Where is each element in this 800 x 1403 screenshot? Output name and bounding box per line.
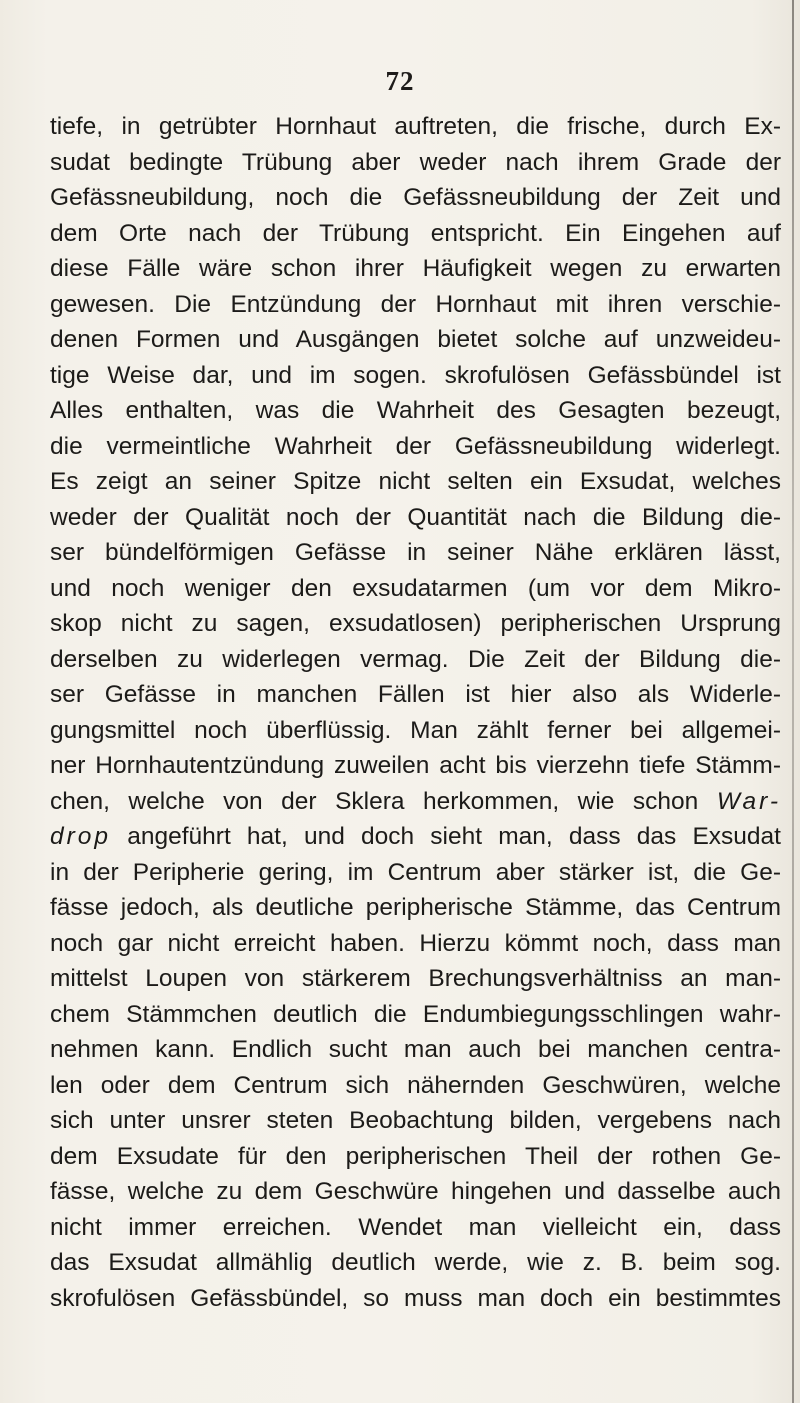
text-line: tige Weise dar, und im sogen. skrofulösen Gefässbündel ist bbox=[50, 361, 781, 389]
text-line: gungsmittel noch überflüssig. Man zählt ferner bei allgemei- bbox=[50, 716, 781, 744]
text-line: ner Hornhautentzündung zuweilen acht bis vierzehn tiefe Stämm- bbox=[50, 752, 781, 779]
text-line: denen Formen und Ausgängen bietet solche auf unzweideu- bbox=[50, 326, 781, 353]
text-line: sich unter unsrer steten Beobachtung bilden, vergebens nach bbox=[50, 1107, 781, 1134]
text-line: mittelst Loupen von stärkerem Brechungsverhältniss an man- bbox=[50, 965, 781, 992]
body-text bbox=[50, 109, 781, 1316]
text-line: das Exsudat allmählig deutlich werde, wie z. B. beim sog. bbox=[50, 1249, 781, 1276]
text-line: chem Stämmchen deutlich die Endumbiegungsschlingen wahr- bbox=[50, 1000, 781, 1028]
text-segment: chen, welche von der Sklera herkommen, wie schon bbox=[50, 787, 699, 815]
text-line: Es zeigt an seiner Spitze nicht selten ein Exsudat, welches bbox=[50, 468, 781, 495]
text-line bbox=[50, 784, 781, 820]
text-line: noch gar nicht erreicht haben. Hierzu kömmt noch, dass man bbox=[50, 929, 781, 957]
text-line: nehmen kann. Endlich sucht man auch bei manchen centra- bbox=[50, 1036, 781, 1063]
text-line: Gefässneubildung, noch die Gefässneubildung der Zeit und bbox=[50, 184, 781, 211]
text-line: dem Orte nach der Trübung entspricht. Ein Eingehen auf bbox=[50, 219, 781, 247]
text-line: fässe jedoch, als deutliche peripherische Stämme, das Centrum bbox=[50, 894, 781, 921]
text-line: len oder dem Centrum sich nähernden Geschwüren, welche bbox=[50, 1071, 781, 1099]
author-name-part: drop bbox=[50, 823, 112, 850]
text-line: weder der Qualität noch der Quantität nach die Bildung die- bbox=[50, 503, 781, 531]
text-line: skop nicht zu sagen, exsudatlosen) peripherischen Ursprung bbox=[50, 610, 781, 637]
text-line: nicht immer erreichen. Wendet man vielleicht ein, dass bbox=[50, 1213, 781, 1241]
page-number: 72 bbox=[385, 66, 415, 96]
author-name-part: War- bbox=[716, 787, 781, 815]
text-line: ser bündelförmigen Gefässe in seiner Nähe erklären lässt, bbox=[50, 539, 781, 566]
text-line: in der Peripherie gering, im Centrum aber stärker ist, die Ge- bbox=[50, 858, 781, 886]
text-line: tiefe, in getrübter Hornhaut auftreten, die frische, durch Ex- bbox=[50, 113, 781, 140]
text-line bbox=[50, 819, 781, 855]
text-line: ser Gefässe in manchen Fällen ist hier also als Widerle- bbox=[50, 681, 781, 708]
text-line: die vermeintliche Wahrheit der Gefässneubildung widerlegt. bbox=[50, 432, 781, 460]
text-line: skrofulösen Gefässbündel, so muss man doch ein bestimmtes bbox=[50, 1284, 781, 1312]
text-line: fässe, welche zu dem Geschwüre hingehen und dasselbe auch bbox=[50, 1178, 781, 1205]
text-line: dem Exsudate für den peripherischen Theil der rothen Ge- bbox=[50, 1142, 781, 1170]
text-segment: angeführt hat, und doch sieht man, dass das Exsudat bbox=[127, 823, 781, 850]
text-line: und noch weniger den exsudatarmen (um vor dem Mikro- bbox=[50, 574, 781, 602]
page-edge-shadow bbox=[792, 0, 794, 1403]
text-line: diese Fälle wäre schon ihrer Häufigkeit wegen zu erwarten bbox=[50, 255, 781, 282]
text-line: Alles enthalten, was die Wahrheit des Gesagten bezeugt, bbox=[50, 397, 781, 424]
text-line: sudat bedingte Trübung aber weder nach ihrem Grade der bbox=[50, 148, 781, 176]
text-line: derselben zu widerlegen vermag. Die Zeit der Bildung die- bbox=[50, 645, 781, 673]
text-line: gewesen. Die Entzündung der Hornhaut mit ihren verschie- bbox=[50, 290, 781, 318]
